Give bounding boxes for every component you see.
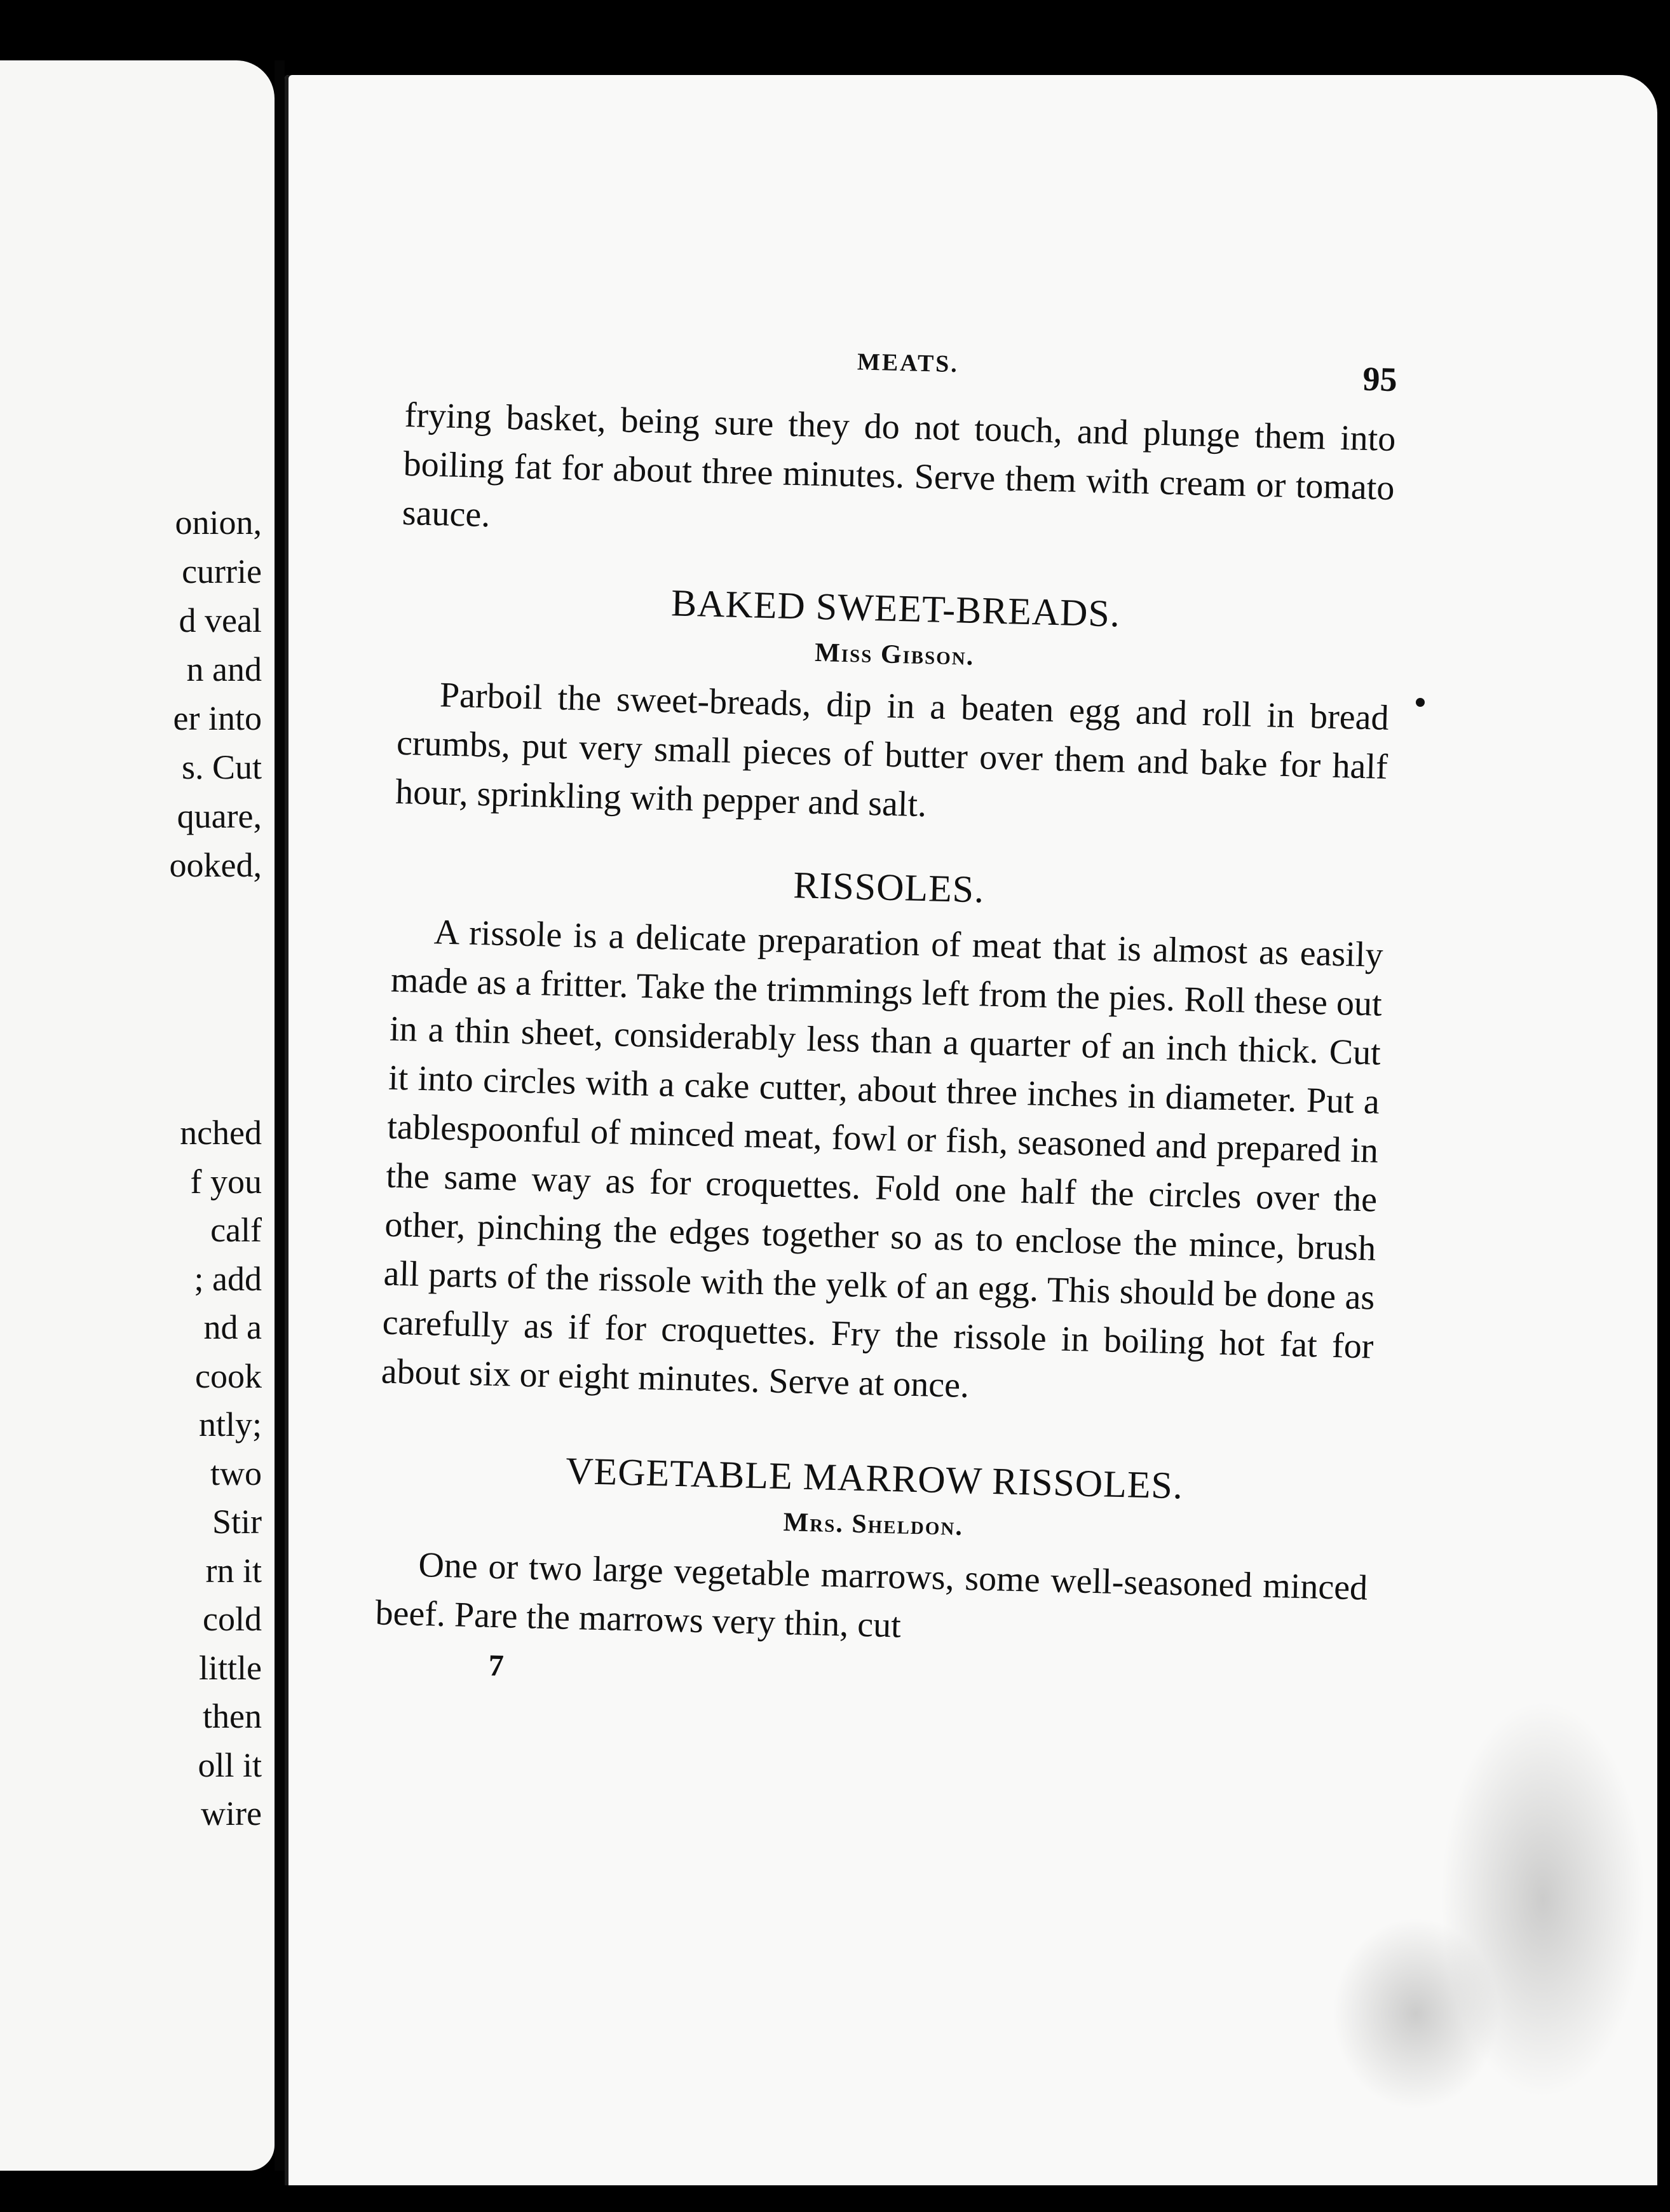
left-page-line: er into <box>173 699 262 737</box>
continuation-paragraph: frying basket, being sure they do not touch, and plunge them into boiling fat for about three minutes. Serve them with cream or tomato sauce. <box>402 395 1397 535</box>
left-page-fragment-bottom <box>0 60 267 2171</box>
book-gutter <box>275 60 285 2171</box>
left-page-line: cook <box>195 1356 262 1395</box>
left-page-line: nched <box>180 1114 262 1152</box>
left-page-line: onion, <box>175 503 262 542</box>
left-page-line: then <box>203 1697 262 1735</box>
running-title: MEATS. <box>857 348 960 378</box>
left-page-line: d veal <box>179 601 262 639</box>
recipe-title: RISSOLES. <box>792 864 985 911</box>
recipe-text: Parboil the sweet-breads, dip in a beaten egg and roll in bread crumbs, put very small pieces of butter over them and bake for half hour, sprinkling with pepper and salt. <box>395 675 1390 825</box>
left-page-line: nd a <box>203 1308 262 1346</box>
recipe-text: A rissole is a delicate preparation of meat that is almost as easily made as a fritter. Take the trimmings left from the pies. Roll these out in a thin sheet, considerably less than a quarter of an inch thick. Cut it into circles with a cake cutter, about three inches in diameter. Put a tablespoonful of minced meat, fowl or fish, seasoned and prepared in the same way as for croquettes. Fold one half the circles over the other, pinching the edges together so as to enclose the mince, brush all parts of the rissole with the yelk of an egg. This should be done as carefully as if for croquettes. Fry the rissole in boiling hot fat for about six or eight minutes. Serve at once. <box>381 912 1384 1406</box>
left-page-line: cold <box>203 1600 262 1638</box>
left-page-line: f you <box>190 1162 262 1201</box>
left-page-line: ; add <box>194 1259 262 1298</box>
recipe-byline: Miss Gibson. <box>814 638 975 671</box>
left-page-line: ntly; <box>198 1405 262 1444</box>
body-text <box>374 391 1396 1707</box>
page-number: 95 <box>1362 359 1398 399</box>
recipe-title: BAKED SWEET-BREADS. <box>670 582 1121 635</box>
left-page-line: rn it <box>205 1551 262 1590</box>
recipe-byline: Mrs. Sheldon. <box>783 1508 964 1541</box>
left-facing-page <box>0 60 275 2171</box>
left-page-line: currie <box>182 552 262 591</box>
page-smudge <box>1333 1918 1498 2109</box>
signature-mark: 7 <box>488 1648 505 1683</box>
left-page-line: oll it <box>198 1745 262 1784</box>
left-page-line: ooked, <box>169 846 262 884</box>
left-page-line: Stir <box>212 1503 262 1541</box>
left-page-line: two <box>210 1454 262 1492</box>
left-page-line: quare, <box>177 797 262 835</box>
left-page-line: n and <box>186 650 262 688</box>
left-page-line: s. Cut <box>181 748 262 786</box>
left-page-line: calf <box>210 1211 262 1249</box>
left-page-line: wire <box>201 1794 262 1833</box>
left-page-line: little <box>199 1648 262 1687</box>
ink-speck <box>1416 698 1425 707</box>
recipe-text: One or two large vegetable marrows, some well-seasoned minced beef. Pare the marrows very thin, cut <box>374 1545 1368 1646</box>
recipe-title: VEGETABLE MARROW RISSOLES. <box>565 1449 1184 1507</box>
